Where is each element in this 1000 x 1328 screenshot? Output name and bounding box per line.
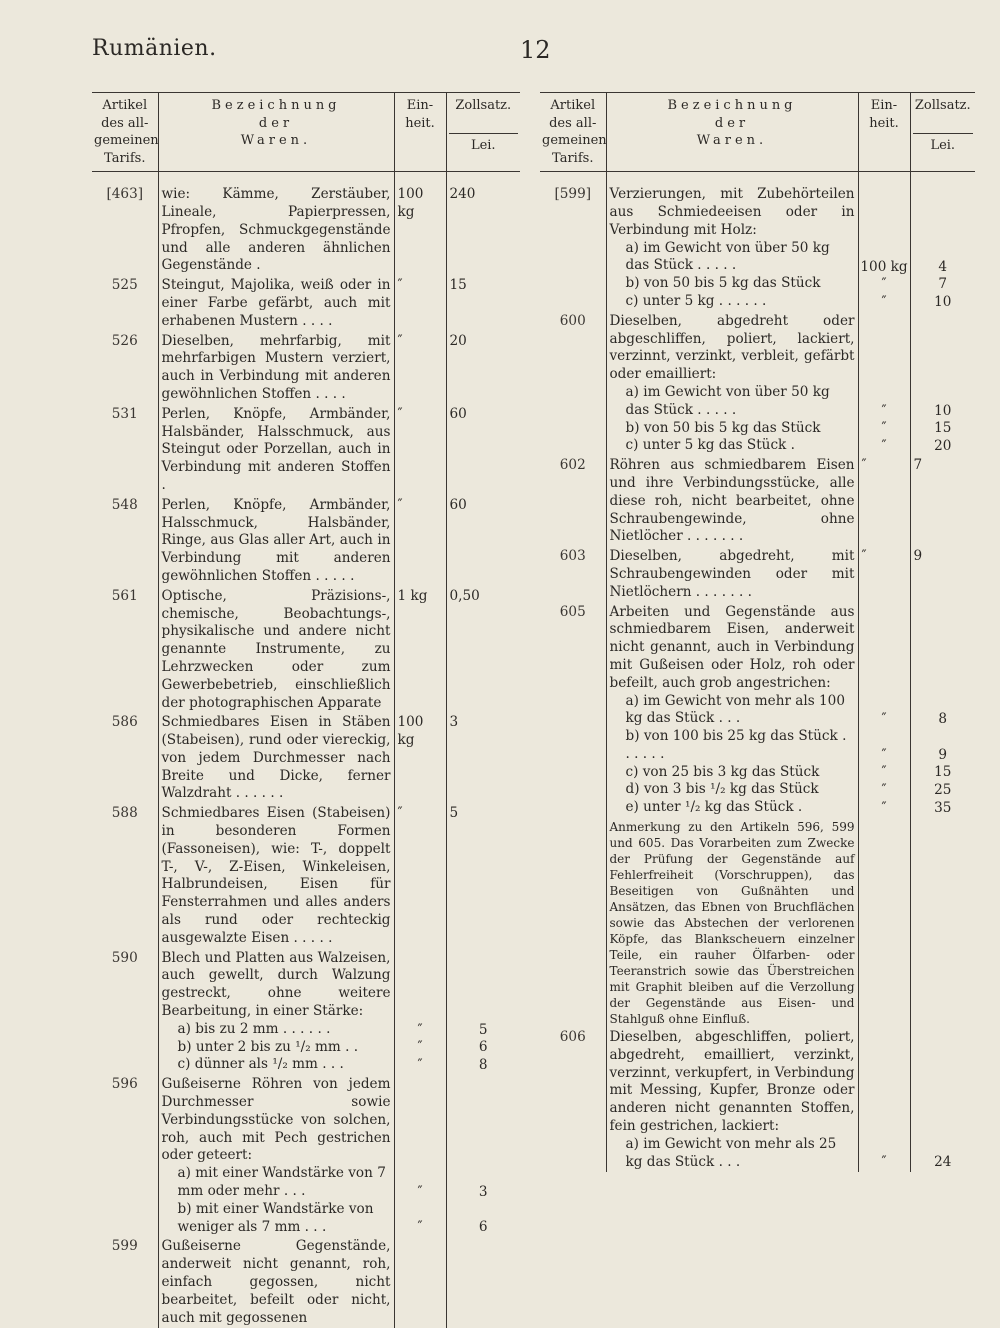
description-text: Gußeiserne Gegenstände, anderweit nicht genannt, roh, einfach gegossen, nicht bearbeitet, befeilt oder nicht, auch mit gegossenen (161, 1238, 391, 1326)
duty-cell (910, 312, 975, 456)
unit-value: ″ (417, 1021, 423, 1038)
duty-value: 9 (938, 746, 948, 763)
unit-value: ″ (881, 764, 887, 781)
duty-value: 25 (934, 782, 952, 799)
duty-value: 20 (934, 438, 952, 455)
unit-value: ″ (397, 277, 403, 294)
unit-cell (394, 804, 446, 948)
unit-cell (858, 603, 910, 1029)
unit-value: ″ (881, 1154, 887, 1171)
description-text: Röhren aus schmiedbarem Eisen und ihre Verbindungsstücke, alle diese roh, nicht bearbeitet, ohne Schraubengewinde, ohne Nietlöcher . . . . . . . (609, 457, 855, 545)
unit-cell (394, 276, 446, 331)
description-text: Verzierungen, mit Zubehörteilen aus Schmiedeeisen oder in Verbindung mit Holz: (609, 186, 855, 238)
duty-value: 6 (478, 1219, 488, 1236)
sub-item-label: a) im Gewicht von über 50 kg das Stück . . . . . (625, 239, 830, 274)
duty-value: 3 (449, 714, 459, 731)
description-text: Steingut, Majolika, weiß oder in einer Farbe gefärbt, auch mit erhabenen Mustern . . . . (161, 277, 391, 329)
duty-value: 7 (938, 276, 948, 293)
sub-item-label: b) von 50 bis 5 kg das Stück (625, 419, 821, 436)
duty-value: 6 (478, 1039, 488, 1056)
description-text: Dieselben, abgedreht, mit Schraubengewinden oder mit Nietlöchern . . . . . . . (609, 548, 855, 600)
article-number: 596 (111, 1076, 138, 1093)
unit-cell (858, 456, 910, 547)
sub-item-label: a) im Gewicht von mehr als 25 kg das Stück . . . (625, 1135, 837, 1170)
table-row (92, 587, 520, 714)
duty-cell (910, 172, 975, 312)
right-tariff-column (540, 92, 975, 1172)
article-number: 605 (559, 603, 586, 620)
goods-description (158, 496, 394, 587)
sub-item-label: c) von 25 bis 3 kg das Stück (625, 763, 820, 780)
unit-cell (394, 172, 446, 276)
duty-value: 8 (478, 1057, 488, 1074)
duty-value: 15 (449, 277, 467, 294)
duty-cell (446, 713, 520, 804)
duty-value: 15 (934, 420, 952, 437)
table-row (92, 172, 520, 276)
goods-description (606, 603, 858, 1029)
duty-value: 35 (934, 800, 952, 817)
description-text: wie: Kämme, Zerstäuber, Lineale, Papierpressen, Pfropfen, Schmuckgegenstände und alle anderen ähnlichen Gegenstände . (161, 186, 391, 274)
duty-value: 240 (449, 186, 476, 203)
table-row (540, 547, 975, 602)
duty-value: 60 (449, 405, 467, 422)
duty-value: 60 (449, 496, 467, 513)
goods-description (158, 172, 394, 276)
unit-value: ″ (861, 457, 867, 474)
duty-cell (446, 949, 520, 1076)
goods-description (158, 587, 394, 714)
duty-value: 20 (449, 332, 467, 349)
sub-item-label: c) unter 5 kg . . . . . . (625, 292, 767, 309)
description-text: Dieselben, mehrfarbig, mit mehrfarbigen Mustern verziert, auch in Verbindung mit anderen gewöhnlichen Stoffen . . . . (161, 332, 391, 402)
unit-value: ″ (881, 711, 887, 728)
unit-cell (394, 587, 446, 714)
tariff-table-right (540, 92, 975, 1172)
unit-cell (394, 949, 446, 1076)
duty-cell (910, 547, 975, 602)
table-row (92, 1237, 520, 1328)
header-unit: Ein-heit. (394, 93, 446, 172)
sub-item-label: a) im Gewicht von über 50 kg das Stück . . . . . (625, 383, 830, 418)
sub-item-label: c) unter 5 kg das Stück . (625, 437, 795, 454)
duty-value: 10 (934, 294, 952, 311)
table-header-row (92, 93, 520, 172)
table-row (92, 496, 520, 587)
duty-value: 7 (913, 457, 923, 474)
table-row (92, 276, 520, 331)
header-article: Artikel des all-gemeinen Tarifs. (92, 93, 158, 172)
description-text: Dieselben, abgeschliffen, poliert, abgedreht, emailliert, verzinkt, verzinnt, verkupfert, in Verbindung mit Messing, Kupfer, Bronze oder anderen nicht genannten Stoffen, fein gestrichen, lackiert: (609, 1029, 855, 1135)
duty-value: 4 (938, 258, 948, 275)
goods-description (158, 332, 394, 405)
unit-cell (858, 312, 910, 456)
duty-cell (446, 496, 520, 587)
duty-cell (446, 1075, 520, 1237)
unit-value: ″ (881, 402, 887, 419)
header-description: Bezeichnung der Waren. (606, 93, 858, 172)
right-table-body (540, 172, 975, 1173)
unit-value: ″ (417, 1057, 423, 1074)
description-text: Perlen, Knöpfe, Armbänder, Halsbänder, Halsschmuck, aus Steingut oder Porzellan, auch in Verbindung mit anderen Stoffen . (161, 405, 391, 493)
sub-item-label: a) mit einer Wandstärke von 7 mm oder mehr . . . (177, 1165, 386, 1200)
unit-cell (858, 172, 910, 312)
table-row (540, 603, 975, 1029)
duty-value: 9 (913, 548, 923, 565)
unit-value: ″ (881, 782, 887, 799)
table-row (540, 456, 975, 547)
unit-cell (858, 547, 910, 602)
unit-cell (394, 1075, 446, 1237)
unit-value: ″ (417, 1219, 423, 1236)
duty-cell (446, 1237, 520, 1328)
goods-description (158, 1237, 394, 1328)
sub-item-label: b) von 50 bis 5 kg das Stück (625, 275, 821, 292)
unit-value: 1 kg (397, 587, 428, 604)
table-row (92, 713, 520, 804)
goods-description (606, 1028, 858, 1172)
article-number: 526 (111, 332, 138, 349)
sub-item-label: a) bis zu 2 mm . . . . . . (177, 1020, 331, 1037)
goods-description (158, 405, 394, 496)
duty-value: 5 (478, 1021, 488, 1038)
unit-cell (394, 405, 446, 496)
duty-value: 15 (934, 764, 952, 781)
goods-description (606, 312, 858, 456)
header-duty: Zollsatz. Lei. (910, 93, 975, 172)
tariff-table-left (92, 92, 520, 1328)
goods-description (606, 172, 858, 312)
table-row (92, 405, 520, 496)
article-number: 606 (559, 1029, 586, 1046)
unit-value: ″ (397, 332, 403, 349)
sub-item-label: c) dünner als ¹/₂ mm . . . (177, 1056, 344, 1073)
left-table-body (92, 172, 520, 1328)
description-text: Gußeiserne Röhren von jedem Durchmesser sowie Verbindungsstücke von solchen, roh, auch mit Pech gestrichen oder geteert: (161, 1076, 391, 1164)
unit-cell (394, 713, 446, 804)
table-row (92, 332, 520, 405)
page-number: 12 (520, 36, 551, 64)
unit-value: 100 kg (860, 258, 908, 275)
unit-value: ″ (861, 548, 867, 565)
unit-value: ″ (417, 1183, 423, 1200)
goods-description (606, 547, 858, 602)
duty-value: 3 (478, 1183, 488, 1200)
duty-value: 8 (938, 711, 948, 728)
article-number: [599] (554, 186, 592, 203)
goods-description (606, 456, 858, 547)
header-duty: Zollsatz. Lei. (446, 93, 520, 172)
left-tariff-column (92, 92, 520, 1328)
table-row (540, 172, 975, 312)
goods-description (158, 276, 394, 331)
article-number: [463] (106, 186, 144, 203)
unit-value: ″ (881, 276, 887, 293)
duty-cell (910, 1028, 975, 1172)
table-row (92, 949, 520, 1076)
unit-cell (394, 1237, 446, 1328)
table-row (92, 1075, 520, 1237)
duty-cell (446, 276, 520, 331)
unit-value: ″ (881, 294, 887, 311)
goods-description (158, 1075, 394, 1237)
sub-item-label: d) von 3 bis ¹/₂ kg das Stück (625, 781, 819, 798)
table-row (540, 1028, 975, 1172)
duty-cell (446, 172, 520, 276)
article-number: 599 (111, 1238, 138, 1255)
unit-value: ″ (881, 800, 887, 817)
sub-item-label: a) im Gewicht von mehr als 100 kg das Stück . . . (625, 692, 845, 727)
country-title: Rumänien. (92, 36, 217, 61)
article-number: 525 (111, 277, 138, 294)
header-unit: Ein-heit. (858, 93, 910, 172)
duty-value: 5 (449, 805, 459, 822)
duty-cell (446, 405, 520, 496)
duty-cell (446, 332, 520, 405)
description-text: Arbeiten und Gegenstände aus schmiedbarem Eisen, anderweit nicht genannt, auch in Verbindung mit Gußeisen oder Holz, roh oder befeilt, auch grob angestrichen: (609, 603, 855, 691)
unit-value: 100 kg (397, 714, 424, 749)
goods-description (158, 713, 394, 804)
article-number: 603 (559, 548, 586, 565)
article-number: 590 (111, 949, 138, 966)
unit-value: ″ (881, 438, 887, 455)
duty-value: 0,50 (449, 587, 480, 604)
article-number: 531 (111, 405, 138, 422)
goods-description (158, 949, 394, 1076)
duty-cell (910, 603, 975, 1029)
sub-item-label: b) mit einer Wandstärke von weniger als 7 mm . . . (177, 1200, 374, 1235)
sub-item-label: b) von 100 bis 25 kg das Stück . . . . . . (625, 728, 847, 762)
description-text: Blech und Platten aus Walzeisen, auch gewellt, durch Walzung gestreckt, ohne weitere Bearbeitung, in einer Stärke: (161, 949, 391, 1020)
table-row (92, 804, 520, 948)
unit-value: ″ (397, 405, 403, 422)
article-number: 548 (111, 496, 138, 513)
duty-cell (446, 587, 520, 714)
header-article: Artikel des all-gemeinen Tarifs. (540, 93, 606, 172)
duty-cell (446, 804, 520, 948)
unit-value: ″ (397, 496, 403, 513)
sub-item-label: e) unter ¹/₂ kg das Stück . (625, 799, 803, 816)
unit-value: ″ (397, 805, 403, 822)
unit-value: ″ (417, 1039, 423, 1056)
duty-cell (910, 456, 975, 547)
article-number: 600 (559, 312, 586, 329)
description-text: Schmiedbares Eisen (Stabeisen) in besonderen Formen (Fassoneisen), wie: T-, doppelt T-, V-, Z-Eisen, Winkeleisen, Halbrundeisen, Eisen für Fensterrahmen und alles anders als rund oder rechteckig ausgewalzte Eisen . . . . . (161, 805, 391, 946)
unit-value: ″ (881, 746, 887, 763)
goods-description (158, 804, 394, 948)
unit-cell (858, 1028, 910, 1172)
remark-note: Anmerkung zu den Artikeln 596, 599 und 605. Das Vorarbeiten zum Zwecke der Prüfung der Gegenstände auf Fehlerfreiheit (Vorschruppen), das Beseitigen von Gußnähten und Ansätzen, das Ebnen von Bruchflächen sowie das Abstechen der verlorenen Köpfe, das Blankscheuern einzelner Teile, ein rauher Ölfarben- oder Teeranstrich sowie das Überstreichen mit Graphit bleiben auf die Verzollung der Gegenstände aus Eisen- und Stahlguß ohne Einfluß. (609, 820, 855, 1027)
unit-value: 100 kg (397, 186, 424, 220)
duty-value: 10 (934, 402, 952, 419)
article-number: 588 (111, 805, 138, 822)
description-text: Perlen, Knöpfe, Armbänder, Halsschmuck, Halsbänder, Ringe, aus Glas aller Art, auch in Verbindung mit anderen gewöhnlichen Stoffen . . . . . (161, 496, 391, 584)
article-number: 602 (559, 457, 586, 474)
sub-item-label: b) unter 2 bis zu ¹/₂ mm . . (177, 1038, 359, 1055)
page-header (0, 36, 1000, 76)
header-description: Bezeichnung der Waren. (158, 93, 394, 172)
article-number: 561 (111, 587, 138, 604)
description-text: Dieselben, abgedreht oder abgeschliffen, poliert, lackiert, verzinnt, verzinkt, verbleit, gefärbt oder emailliert: (609, 312, 855, 383)
article-number: 586 (111, 714, 138, 731)
unit-value: ″ (881, 420, 887, 437)
table-header-row (540, 93, 975, 172)
table-row (540, 312, 975, 456)
unit-cell (394, 496, 446, 587)
description-text: Optische, Präzisions-, chemische, Beobachtungs-, physikalische und andere nicht genannte Instrumente, zu Lehrzwecken oder zum Gewerbebetrieb, einschließlich der photographischen Apparate (161, 587, 391, 711)
description-text: Schmiedbares Eisen in Stäben (Stabeisen), rund oder viereckig, von jedem Durchmesser nach Breite und Dicke, ferner Walzdraht . . . . . . (161, 714, 391, 802)
unit-cell (394, 332, 446, 405)
duty-value: 24 (934, 1154, 952, 1171)
